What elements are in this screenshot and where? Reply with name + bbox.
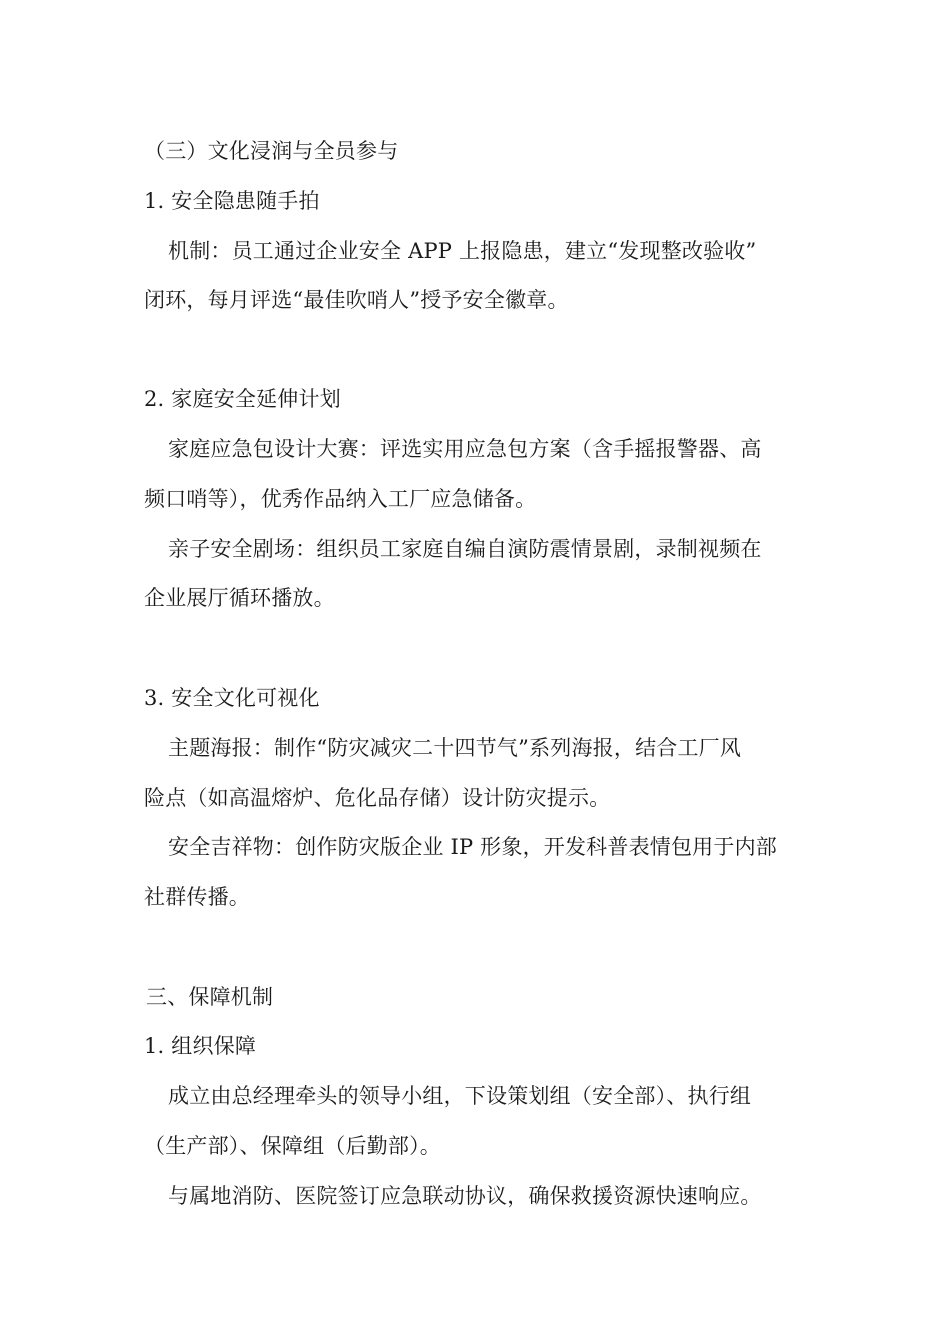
paragraph-line: 社群传播。 [144, 885, 250, 909]
paragraph-line: 亲子安全剧场：组织员工家庭自编自演防震情景剧，录制视频在 [168, 537, 762, 561]
item-heading-organization: 1. 组织保障 [144, 1034, 257, 1058]
section-title: （三）文化浸润与全员参与 [144, 139, 399, 163]
paragraph-line: 主题海报：制作“防灾减灾二十四节气”系列海报，结合工厂风 [168, 736, 742, 760]
paragraph-line: 频口哨等），优秀作品纳入工厂应急储备。 [144, 487, 537, 511]
paragraph-line: 与属地消防、医院签订应急联动协议，确保救援资源快速响应。 [168, 1184, 762, 1208]
paragraph-line: 闭环，每月评选“最佳吹哨人”授予安全徽章。 [144, 288, 569, 312]
paragraph-line: 成立由总经理牵头的领导小组，下设策划组（安全部）、执行组 [168, 1084, 752, 1108]
section-title-safeguards: 三、保障机制 [146, 985, 274, 1009]
item-heading-hazard-photo: 1. 安全隐患随手拍 [144, 189, 320, 213]
paragraph-line: 家庭应急包设计大赛：评选实用应急包方案（含手摇报警器、高 [168, 437, 762, 461]
paragraph-line: 机制：员工通过企业安全 APP 上报隐患，建立“发现整改验收” [168, 239, 757, 263]
item-heading-visualization: 3. 安全文化可视化 [144, 686, 320, 710]
paragraph-line: 险点（如高温熔炉、危化品存储）设计防灾提示。 [144, 786, 611, 810]
paragraph-line: 企业展厅循环播放。 [144, 586, 335, 610]
paragraph-line: （生产部）、保障组（后勤部）。 [144, 1134, 441, 1158]
item-heading-family-plan: 2. 家庭安全延伸计划 [144, 387, 341, 411]
paragraph-line: 安全吉祥物：创作防灾版企业 IP 形象，开发科普表情包用于内部 [168, 835, 777, 859]
